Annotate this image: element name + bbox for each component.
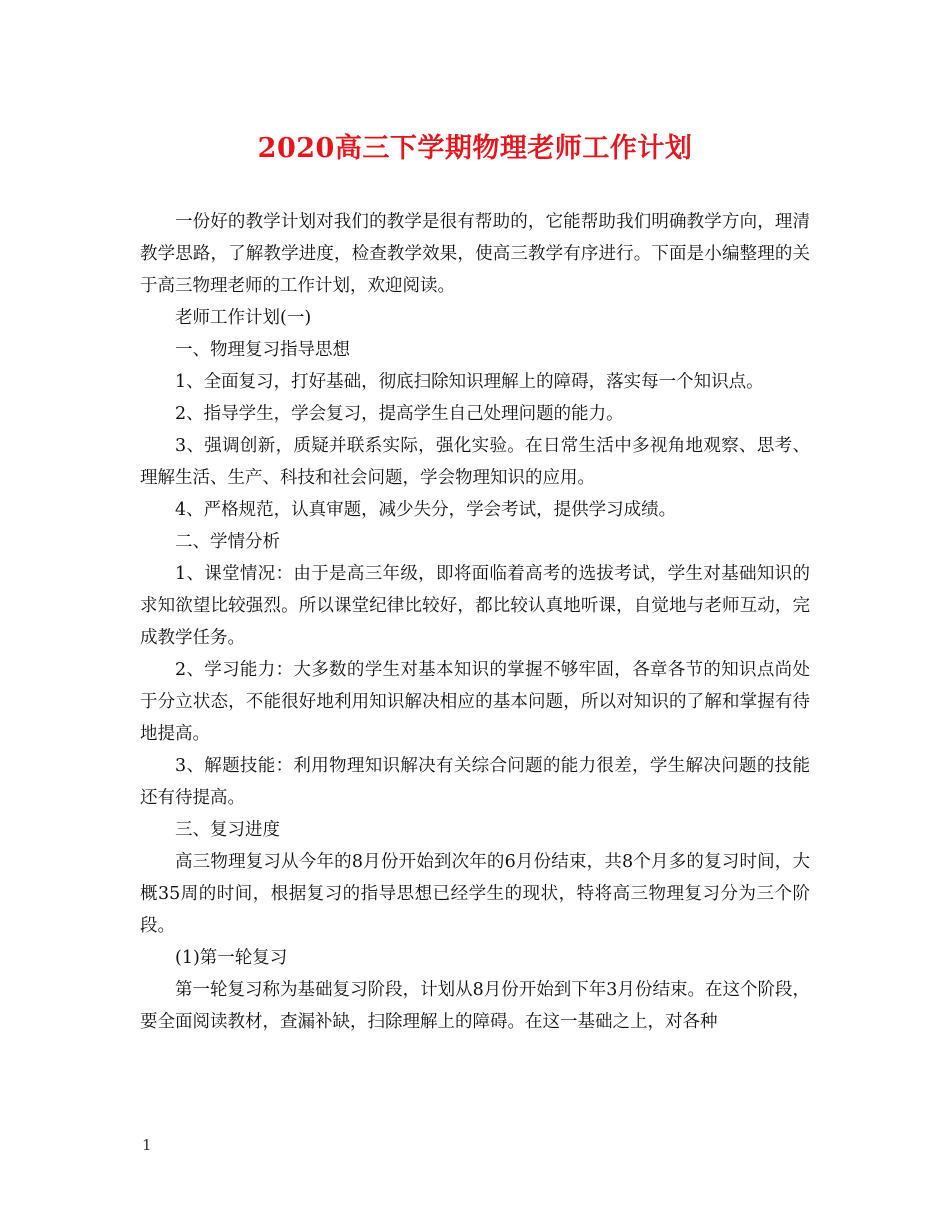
paragraph: 3、强调创新，质疑并联系实际，强化实验。在日常生活中多视角地观察、思考、理解生活、生产、科技和社会问题，学会物理知识的应用。 bbox=[140, 436, 810, 488]
document-title: 2020高三下学期物理老师工作计划 bbox=[257, 133, 693, 164]
paragraph: 3、解题技能：利用物理知识解决有关综合问题的能力很差，学生解决问题的技能还有待提高。 bbox=[140, 756, 810, 808]
paragraph: 1、全面复习，打好基础，彻底扫除知识理解上的障碍，落实每一个知识点。 bbox=[175, 372, 764, 392]
section-heading: 老师工作计划(一) bbox=[175, 308, 312, 328]
paragraph: 2、学习能力：大多数的学生对基本知识的掌握不够牢固，各章各节的知识点尚处于分立状态，不能很好地利用知识解决相应的基本问题，所以对知识的了解和掌握有待地提高。 bbox=[140, 660, 810, 744]
section-heading: (1)第一轮复习 bbox=[175, 948, 288, 968]
section-heading: 一、物理复习指导思想 bbox=[175, 340, 350, 360]
page-number: 1 bbox=[142, 1136, 152, 1154]
paragraph: 1、课堂情况：由于是高三年级，即将面临着高考的选拔考试，学生对基础知识的求知欲望比较强烈。所以课堂纪律比较好，都比较认真地听课，自觉地与老师互动，完成教学任务。 bbox=[140, 564, 810, 648]
paragraph: 一份好的教学计划对我们的教学是很有帮助的，它能帮助我们明确教学方向，理清教学思路，了解教学进度，检查教学效果，使高三教学有序进行。下面是小编整理的关于高三物理老师的工作计划，欢迎阅读。 bbox=[140, 212, 810, 296]
section-heading: 三、复习进度 bbox=[175, 820, 280, 840]
paragraph: 4、严格规范，认真审题，减少失分，学会考试，提供学习成绩。 bbox=[175, 500, 677, 520]
paragraph: 高三物理复习从今年的8月份开始到次年的6月份结束，共8个月多的复习时间，大概35周的时间，根据复习的指导思想已经学生的现状，特将高三物理复习分为三个阶段。 bbox=[140, 852, 810, 936]
paragraph: 2、指导学生，学会复习，提高学生自己处理问题的能力。 bbox=[175, 404, 624, 424]
section-heading: 二、学情分析 bbox=[175, 532, 280, 552]
paragraph: 第一轮复习称为基础复习阶段，计划从8月份开始到下年3月份结束。在这个阶段，要全面阅读教材，查漏补缺，扫除理解上的障碍。在这一基础之上，对各种 bbox=[140, 980, 810, 1032]
document-body bbox=[140, 206, 810, 1038]
